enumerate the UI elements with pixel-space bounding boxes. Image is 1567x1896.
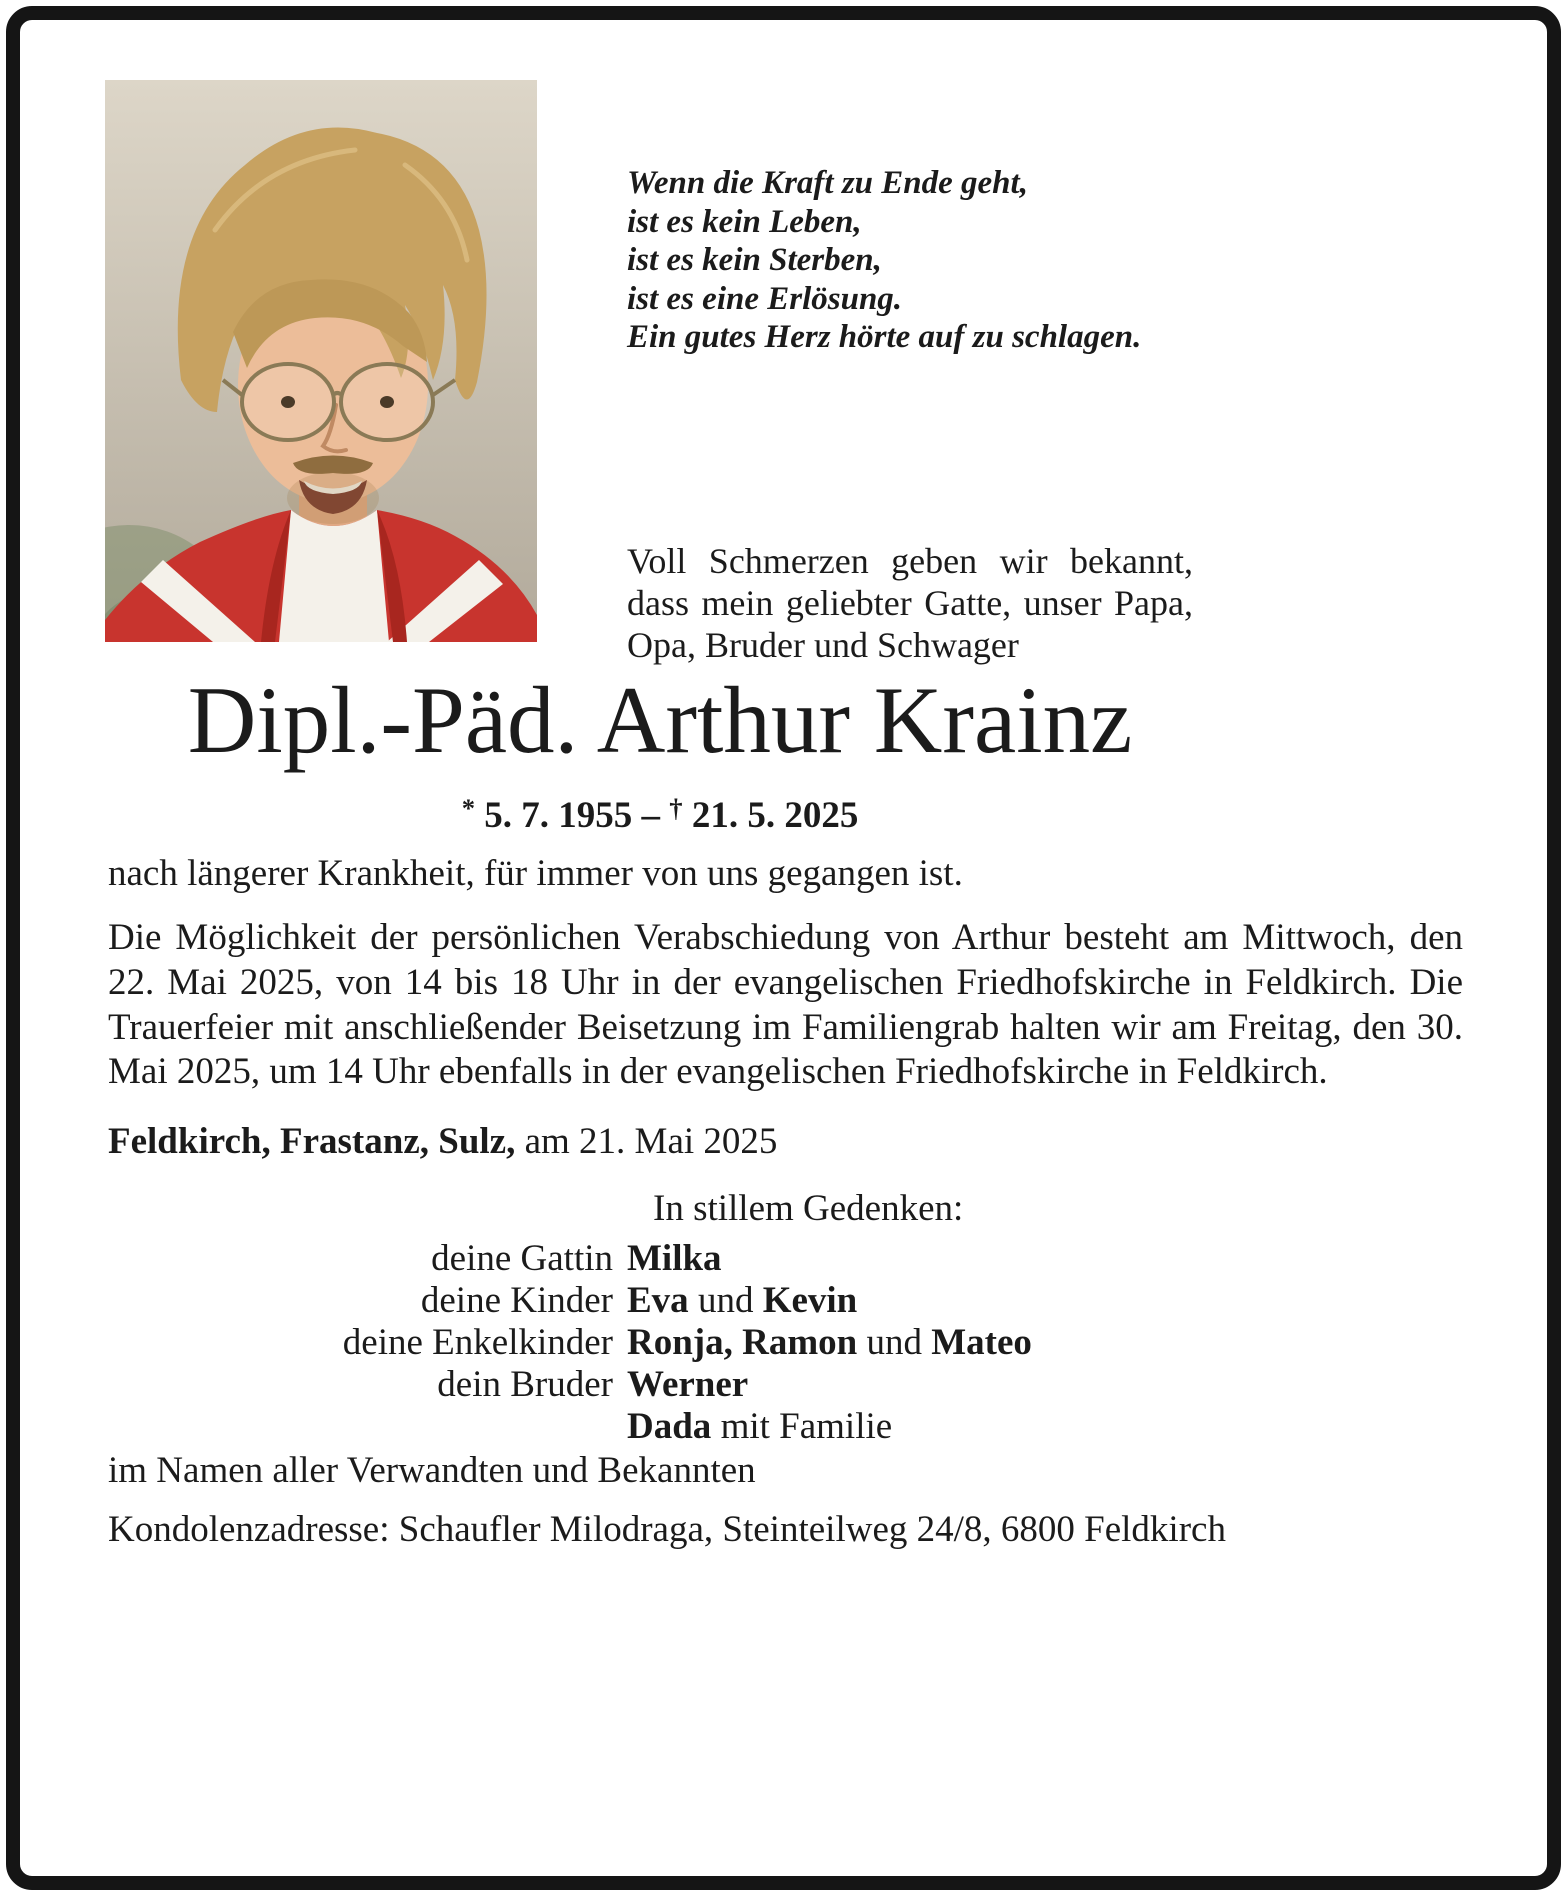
memorial-poem [627,164,1141,357]
portrait-illustration [105,80,537,642]
body-paragraph-1: nach längerer Krankheit, für immer von uns gegangen ist. [108,853,963,894]
condolence-address: Kondolenzadresse: Schaufler Milodraga, Steinteilweg 24/8, 6800 Feldkirch [108,1509,1226,1550]
memorial-row [108,1280,1463,1322]
relation-label [108,1406,613,1448]
memorial-row [108,1238,1463,1280]
poem-line: ist es eine Erlösung. [627,280,903,317]
memorial-row [108,1364,1463,1406]
relation-names: Werner [627,1364,749,1405]
relation-names: Milka [627,1238,722,1279]
death-date: 21. 5. 2025 [691,795,859,837]
memorial-row [108,1322,1463,1364]
relation-names: Dada mit Familie [627,1406,893,1447]
poem-line: ist es kein Leben, [627,203,862,240]
memorial-closing: im Namen aller Verwandten und Bekannten [108,1450,756,1491]
dates-separator: – [641,795,660,837]
deceased-photo [105,80,537,642]
death-symbol: † [669,793,683,823]
memorial-heading: In stillem Gedenken: [653,1188,964,1229]
birth-date: 5. 7. 1955 [484,795,633,837]
relation-names: Eva und Kevin [627,1280,858,1321]
place-date-line [108,1120,777,1163]
relation-label: deine Gattin [431,1238,613,1279]
birth-symbol: * [461,793,475,823]
relation-label: deine Kinder [420,1280,613,1321]
memorial-section [108,1188,1463,1492]
relation-label: dein Bruder [437,1364,613,1405]
poem-line: Ein gutes Herz hörte auf zu schlagen. [627,319,1142,356]
places: Feldkirch, Frastanz, Sulz, [108,1121,516,1162]
life-dates [0,793,1320,837]
body-paragraph-2: Die Möglichkeit der persönlichen Verabschiedung von Arthur besteht am Mittwoch, den 22. Mai 2025, von 14 bis 18 Uhr in der evangelischen Friedhofskirche in Feldkirch. Die Trauerfeier mit anschließender Beisetzung im Familiengrab halten wir am Freitag, den 30. Mai 2025, um 14 Uhr ebenfalls in der evangelischen Friedhofskirche in Feldkirch. [108,917,1463,1093]
memorial-row [108,1406,1463,1448]
date: am 21. Mai 2025 [515,1121,778,1162]
poem-line: Wenn die Kraft zu Ende geht, [627,165,1028,201]
relation-names: Ronja, Ramon und Mateo [627,1322,1032,1363]
poem-line: ist es kein Sterben, [627,242,882,279]
deceased-name: Dipl.-Päd. Arthur Krainz [187,667,1133,773]
relation-label: deine Enkelkinder [342,1322,613,1363]
announcement-text: Voll Schmerzen geben wir bekannt, dass mein geliebter Gatte, unser Papa, Opa, Bruder und Schwager [627,541,1193,665]
